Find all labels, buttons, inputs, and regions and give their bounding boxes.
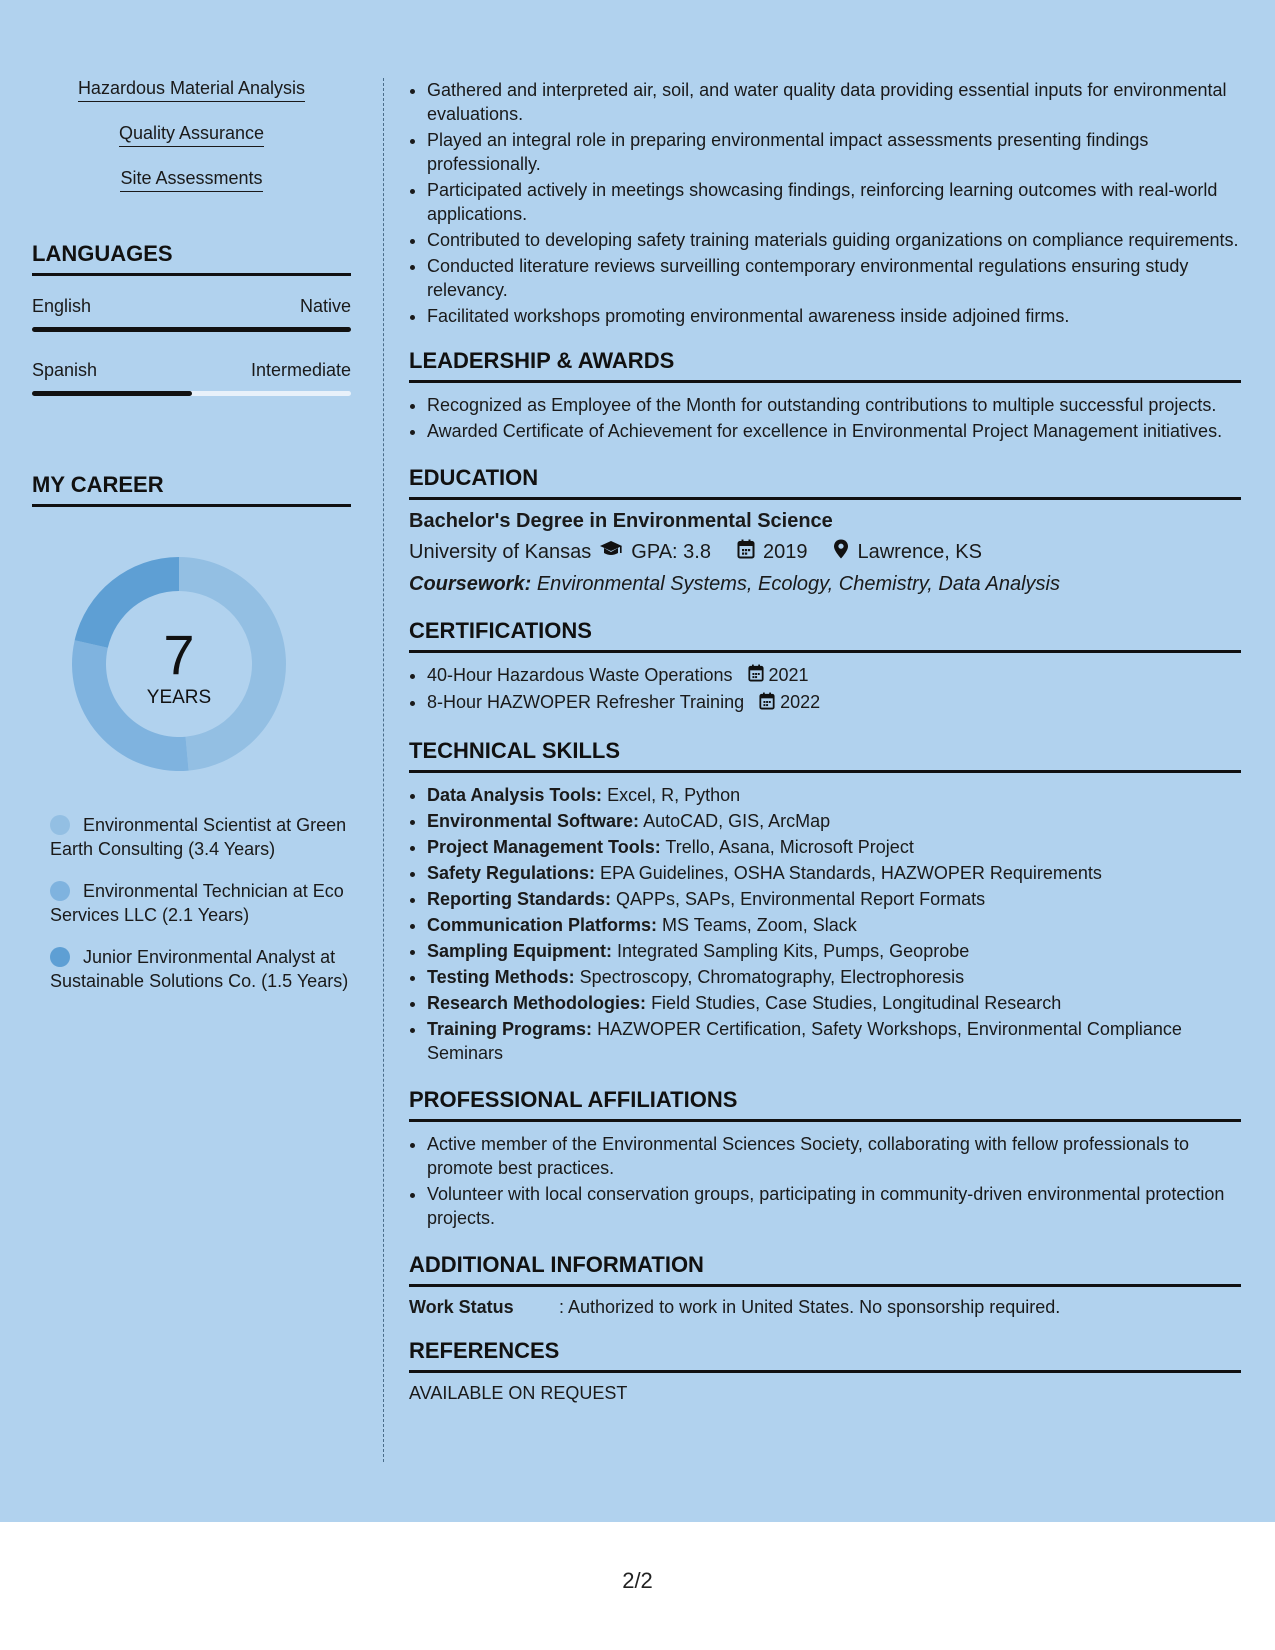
skill-value: EPA Guidelines, OSHA Standards, HAZWOPER Requirements [600, 862, 1102, 883]
skill-value: Integrated Sampling Kits, Pumps, Geoprobe [617, 940, 970, 961]
awards-list [409, 393, 1241, 443]
language-name: Spanish [32, 360, 98, 380]
career-item-text: Environmental Technician at Eco Services LLC (2.1 Years) [50, 881, 344, 925]
coursework-value: Environmental Systems, Ecology, Chemistry, Data Analysis [536, 573, 1060, 595]
education-degree: Bachelor's Degree in Environmental Science [409, 510, 833, 532]
technical-skill-item [427, 783, 1241, 807]
certifications-heading: CERTIFICATIONS [409, 618, 1241, 653]
career-legend [32, 813, 351, 993]
certification-item [427, 663, 1241, 688]
skill-value: Trello, Asana, Microsoft Project [665, 836, 914, 857]
references-heading: REFERENCES [409, 1338, 1241, 1373]
skill-item: Quality Assurance [119, 123, 264, 147]
languages-heading: LANGUAGES [32, 241, 351, 276]
experience-bullet: • Participated actively in meetings showcasing findings, reinforcing learning outcomes with real-world applications. [427, 178, 1241, 226]
skill-item: Hazardous Material Analysis [78, 78, 305, 102]
skill-label: Training Programs: [427, 1018, 593, 1039]
coursework-label: Coursework: [409, 573, 532, 595]
certifications-list [409, 663, 1241, 716]
calendar-icon [748, 664, 764, 688]
technical-skill-item [427, 965, 1241, 989]
awards-heading: LEADERSHIP & AWARDS [409, 348, 1241, 383]
technical-skill-item [427, 809, 1241, 833]
career-item [50, 813, 351, 861]
work-status-label: Work Status [409, 1296, 514, 1317]
technical-skills-heading: TECHNICAL SKILLS [409, 738, 1241, 773]
language-level: Intermediate [250, 360, 351, 380]
education-heading: EDUCATION [409, 465, 1241, 500]
language-level: Native [299, 296, 351, 316]
skill-label: Research Methodologies: [427, 992, 647, 1013]
experience-bullets [409, 78, 1241, 328]
skill-label: Safety Regulations: [427, 862, 596, 883]
certification-year: 2021 [768, 665, 809, 685]
map-pin-icon [833, 539, 849, 565]
skill-label: Sampling Equipment: [427, 940, 613, 961]
skill-list [32, 78, 351, 213]
language-bar [32, 327, 351, 332]
skill-label: Data Analysis Tools: [427, 784, 603, 805]
career-years-label: YEARS [146, 687, 212, 708]
experience-bullet: • Facilitated workshops promoting environmental awareness inside adjoined firms. [427, 304, 1241, 328]
skill-value: QAPPs, SAPs, Environmental Report Formats [616, 888, 986, 909]
skill-label: Reporting Standards: [427, 888, 612, 909]
career-total-years: 7 [163, 623, 195, 686]
work-status-value: : Authorized to work in United States. No sponsorship required. [559, 1296, 1061, 1317]
sidebar [32, 78, 351, 1011]
career-dot [50, 881, 70, 901]
career-item-text: Environmental Scientist at Green Earth Consulting (3.4 Years) [50, 815, 347, 859]
affiliations-list [409, 1132, 1241, 1230]
skill-value: AutoCAD, GIS, ArcMap [643, 810, 831, 831]
affiliation-item: • Active member of the Environmental Sciences Society, collaborating with fellow professionals to promote best practices. [427, 1132, 1241, 1180]
skill-label: Environmental Software: [427, 810, 640, 831]
language-bar-fill [32, 327, 351, 332]
career-item [50, 879, 351, 927]
career-heading: MY CAREER [32, 472, 351, 507]
skill-label: Communication Platforms: [427, 914, 658, 935]
skill-value: Excel, R, Python [607, 784, 741, 805]
technical-skill-item [427, 1017, 1241, 1065]
technical-skill-item [427, 991, 1241, 1015]
technical-skill-item [427, 913, 1241, 937]
graduation-cap-icon [599, 540, 623, 564]
skill-label: Project Management Tools: [427, 836, 661, 857]
language-bar-fill [32, 391, 192, 396]
education-gpa: GPA: 3.8 [631, 540, 711, 563]
career-donut-chart [66, 551, 292, 777]
experience-bullet: • Gathered and interpreted air, soil, and water quality data providing essential inputs for environmental evaluations. [427, 78, 1241, 126]
technical-skill-item [427, 939, 1241, 963]
certification-item [427, 690, 1241, 715]
technical-skills-list [409, 783, 1241, 1065]
award-item: • Awarded Certificate of Achievement for excellence in Environmental Project Management initiatives. [427, 419, 1241, 443]
column-divider [383, 78, 384, 1462]
work-status-row [409, 1297, 1241, 1318]
skill-value: HAZWOPER Certification, Safety Workshops, Environmental Compliance Seminars [427, 1018, 1182, 1063]
experience-bullet: • Contributed to developing safety training materials guiding organizations on compliance requirements. [427, 228, 1241, 252]
language-name: English [32, 296, 92, 316]
career-item-text: Junior Environmental Analyst at Sustainable Solutions Co. (1.5 Years) [50, 947, 349, 991]
education-details [409, 539, 1241, 565]
calendar-icon [737, 539, 755, 565]
education-location: Lawrence, KS [857, 540, 982, 563]
career-item [50, 945, 351, 993]
page-number: 2/2 [622, 1568, 653, 1593]
technical-skill-item [427, 835, 1241, 859]
skill-item: Site Assessments [120, 168, 262, 192]
education-coursework [409, 573, 1241, 596]
education-year: 2019 [762, 540, 808, 563]
award-item: • Recognized as Employee of the Month for outstanding contributions to multiple successful projects. [427, 393, 1241, 417]
calendar-icon [759, 692, 775, 716]
affiliations-heading: PROFESSIONAL AFFILIATIONS [409, 1087, 1241, 1122]
references-text: AVAILABLE ON REQUEST [409, 1382, 628, 1403]
affiliation-item: • Volunteer with local conservation groups, participating in community-driven environmental protection projects. [427, 1182, 1241, 1230]
additional-info-heading: ADDITIONAL INFORMATION [409, 1252, 1241, 1287]
technical-skill-item [427, 887, 1241, 911]
technical-skill-item [427, 861, 1241, 885]
education-school: University of Kansas [409, 540, 592, 563]
skill-label: Testing Methods: [427, 966, 575, 987]
main-column [409, 78, 1241, 1404]
language-spanish [32, 360, 351, 396]
certification-name: 40-Hour Hazardous Waste Operations [427, 665, 733, 685]
experience-bullet: • Played an integral role in preparing environmental impact assessments presenting findings professionally. [427, 128, 1241, 176]
experience-bullet: • Conducted literature reviews surveilling contemporary environmental regulations ensuring study relevancy. [427, 254, 1241, 302]
skill-value: Spectroscopy, Chromatography, Electrophoresis [579, 966, 965, 987]
certification-name: 8-Hour HAZWOPER Refresher Training [427, 692, 745, 713]
language-bar [32, 391, 351, 396]
language-english [32, 296, 351, 332]
career-dot [50, 947, 70, 967]
skill-value: Field Studies, Case Studies, Longitudinal Research [651, 992, 1062, 1013]
career-dot [50, 815, 70, 835]
certification-year: 2022 [780, 692, 821, 713]
skill-value: MS Teams, Zoom, Slack [662, 914, 857, 935]
